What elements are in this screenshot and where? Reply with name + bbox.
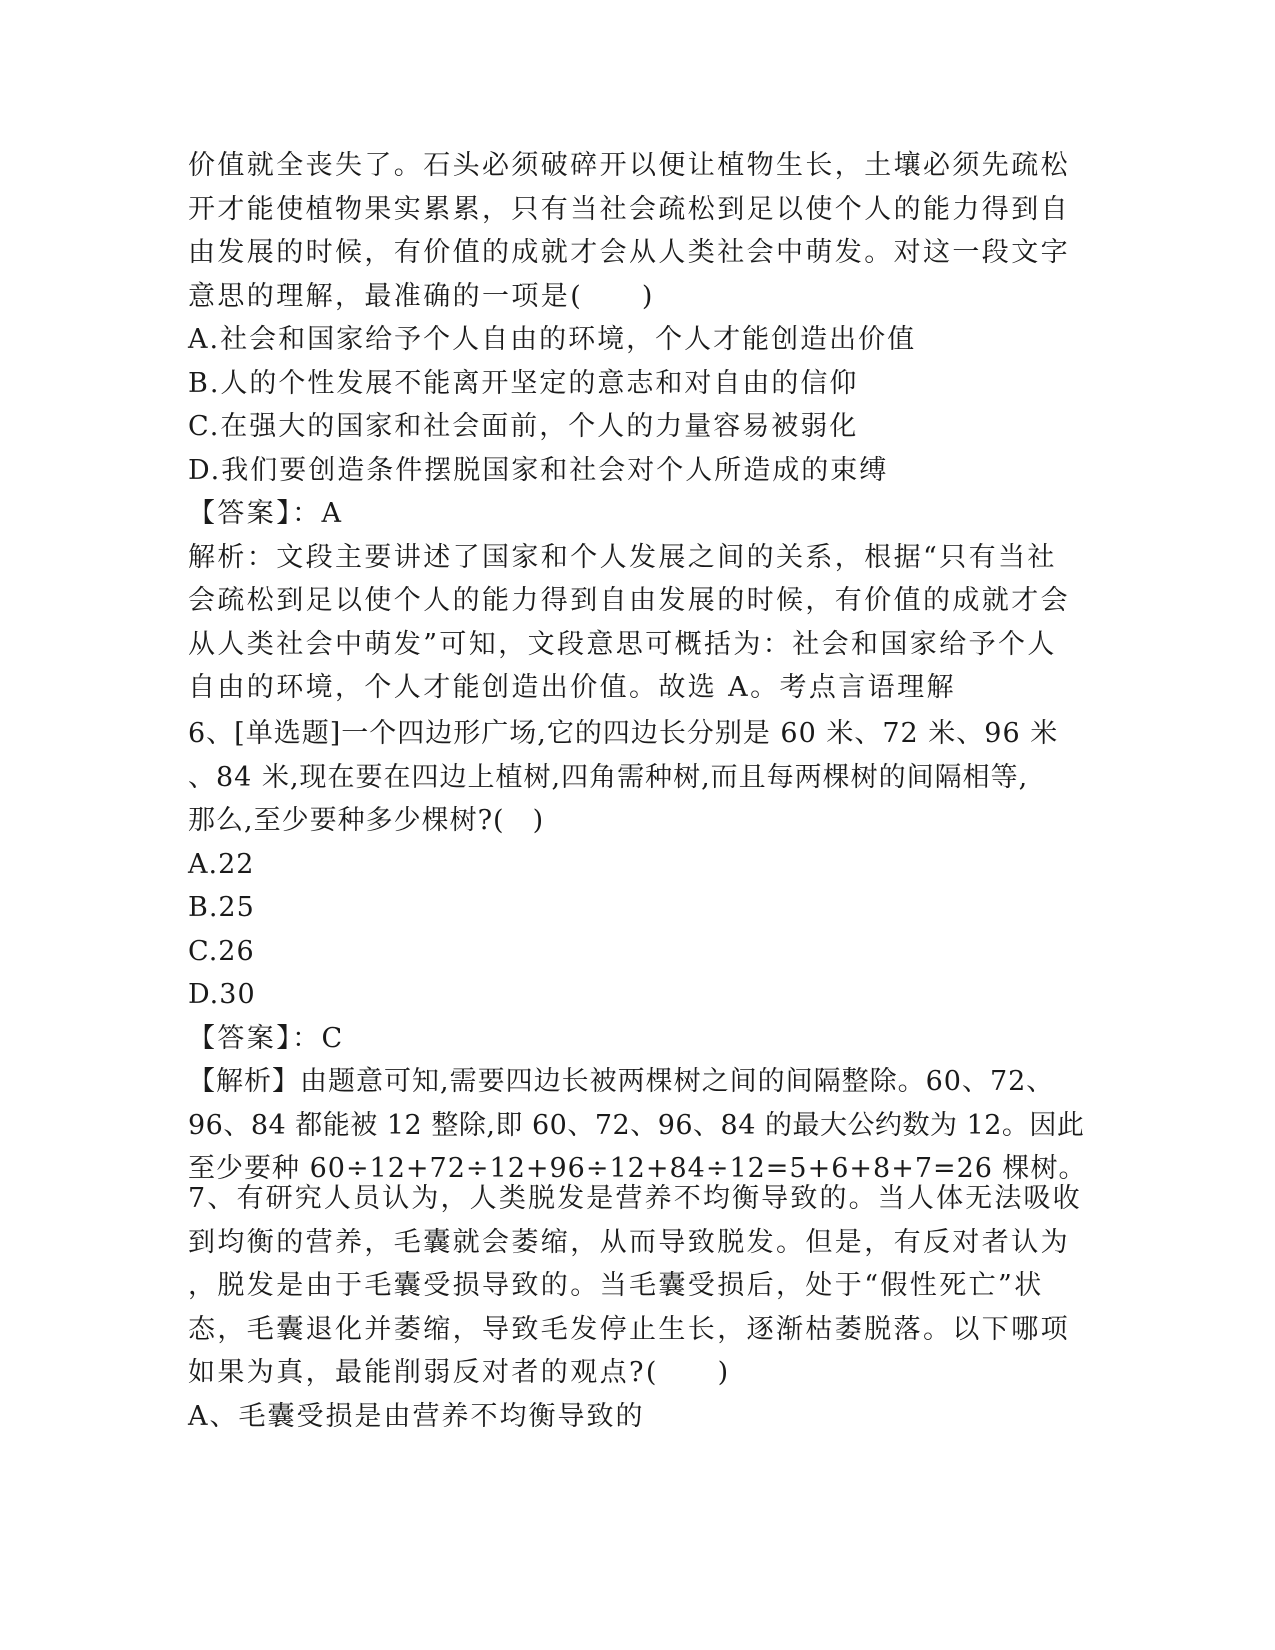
q6-stem-line: 那么,至少要种多少棵树?( ) — [188, 805, 545, 836]
question-7 — [188, 1177, 1088, 1438]
q7-stem-line: ，脱发是由于毛囊受损导致的。当毛囊受损后，处于“假性死亡”状 — [188, 1270, 1044, 1301]
q5-stem-line: 开才能使植物果实累累，只有当社会疏松到足以使个人的能力得到自 — [188, 193, 1070, 225]
q6-option-c: C.26 — [188, 935, 255, 967]
q7-stem-line: 7、有研究人员认为，人类脱发是营养不均衡导致的。当人体无法吸收 — [188, 1183, 1082, 1214]
q6-answer: 【答案】：C — [188, 1022, 345, 1054]
q6-stem-line: 6、[单选题]一个四边形广场,它的四边长分别是 60 米、72 米、96 米 — [188, 718, 1059, 749]
q6-stem-line: 、84 米,现在要在四边上植树,四角需种树,而且每两棵树的间隔相等, — [188, 761, 1029, 793]
q6-analysis-line: 96、84 都能被 12 整除,即 60、72、96、84 的最大公约数为 12。因此 — [188, 1109, 1085, 1141]
q6-analysis-line: 【解析】由题意可知,需要四边长被两棵树之间的间隔整除。60、72、 — [188, 1066, 1055, 1097]
q7-stem-line: 态，毛囊退化并萎缩，导致毛发停止生长，逐渐枯萎脱落。以下哪项 — [188, 1313, 1070, 1345]
q5-stem-line: 意思的理解，最准确的一项是( ) — [188, 280, 655, 312]
q5-analysis-line: 解析：文段主要讲述了国家和个人发展之间的关系，根据“只有当社 — [188, 541, 1057, 573]
q7-stem-line: 如果为真，最能削弱反对者的观点?( ) — [188, 1357, 731, 1388]
q5-option-d: D.我们要创造条件摆脱国家和社会对个人所造成的束缚 — [188, 454, 889, 486]
q6-option-a: A.22 — [188, 848, 255, 880]
q7-option-a: A、毛囊受损是由营养不均衡导致的 — [188, 1400, 645, 1432]
question-6 — [188, 712, 1088, 1191]
q5-option-b: B.人的个性发展不能离开坚定的意志和对自由的信仰 — [188, 367, 859, 399]
q5-analysis-line: 从人类社会中萌发”可知，文段意思可概括为：社会和国家给予个人 — [188, 628, 1057, 660]
q5-analysis-line: 自由的环境，个人才能创造出价值。故选 A。考点言语理解 — [188, 672, 956, 703]
q5-stem-line: 价值就全丧失了。石头必须破碎开以便让植物生长，土壤必须先疏松 — [188, 150, 1070, 181]
q6-option-b: B.25 — [188, 892, 255, 923]
q5-stem-line: 由发展的时候，有价值的成就才会从人类社会中萌发。对这一段文字 — [188, 237, 1070, 268]
q6-analysis-line: 至少要种 60÷12+72÷12+96÷12+84÷12=5+6+8+7=26 棵树。 — [188, 1153, 1087, 1184]
question-5 — [188, 144, 1088, 710]
q5-answer: 【答案】：A — [188, 498, 344, 529]
q5-analysis-line: 会疏松到足以使个人的能力得到自由发展的时候，有价值的成就才会 — [188, 585, 1070, 616]
q5-option-a: A.社会和国家给予个人自由的环境，个人才能创造出价值 — [188, 324, 917, 355]
q7-stem-line: 到均衡的营养，毛囊就会萎缩，从而导致脱发。但是，有反对者认为 — [188, 1226, 1070, 1258]
q5-option-c: C.在强大的国家和社会面前，个人的力量容易被弱化 — [188, 411, 859, 442]
q6-option-d: D.30 — [188, 979, 256, 1010]
